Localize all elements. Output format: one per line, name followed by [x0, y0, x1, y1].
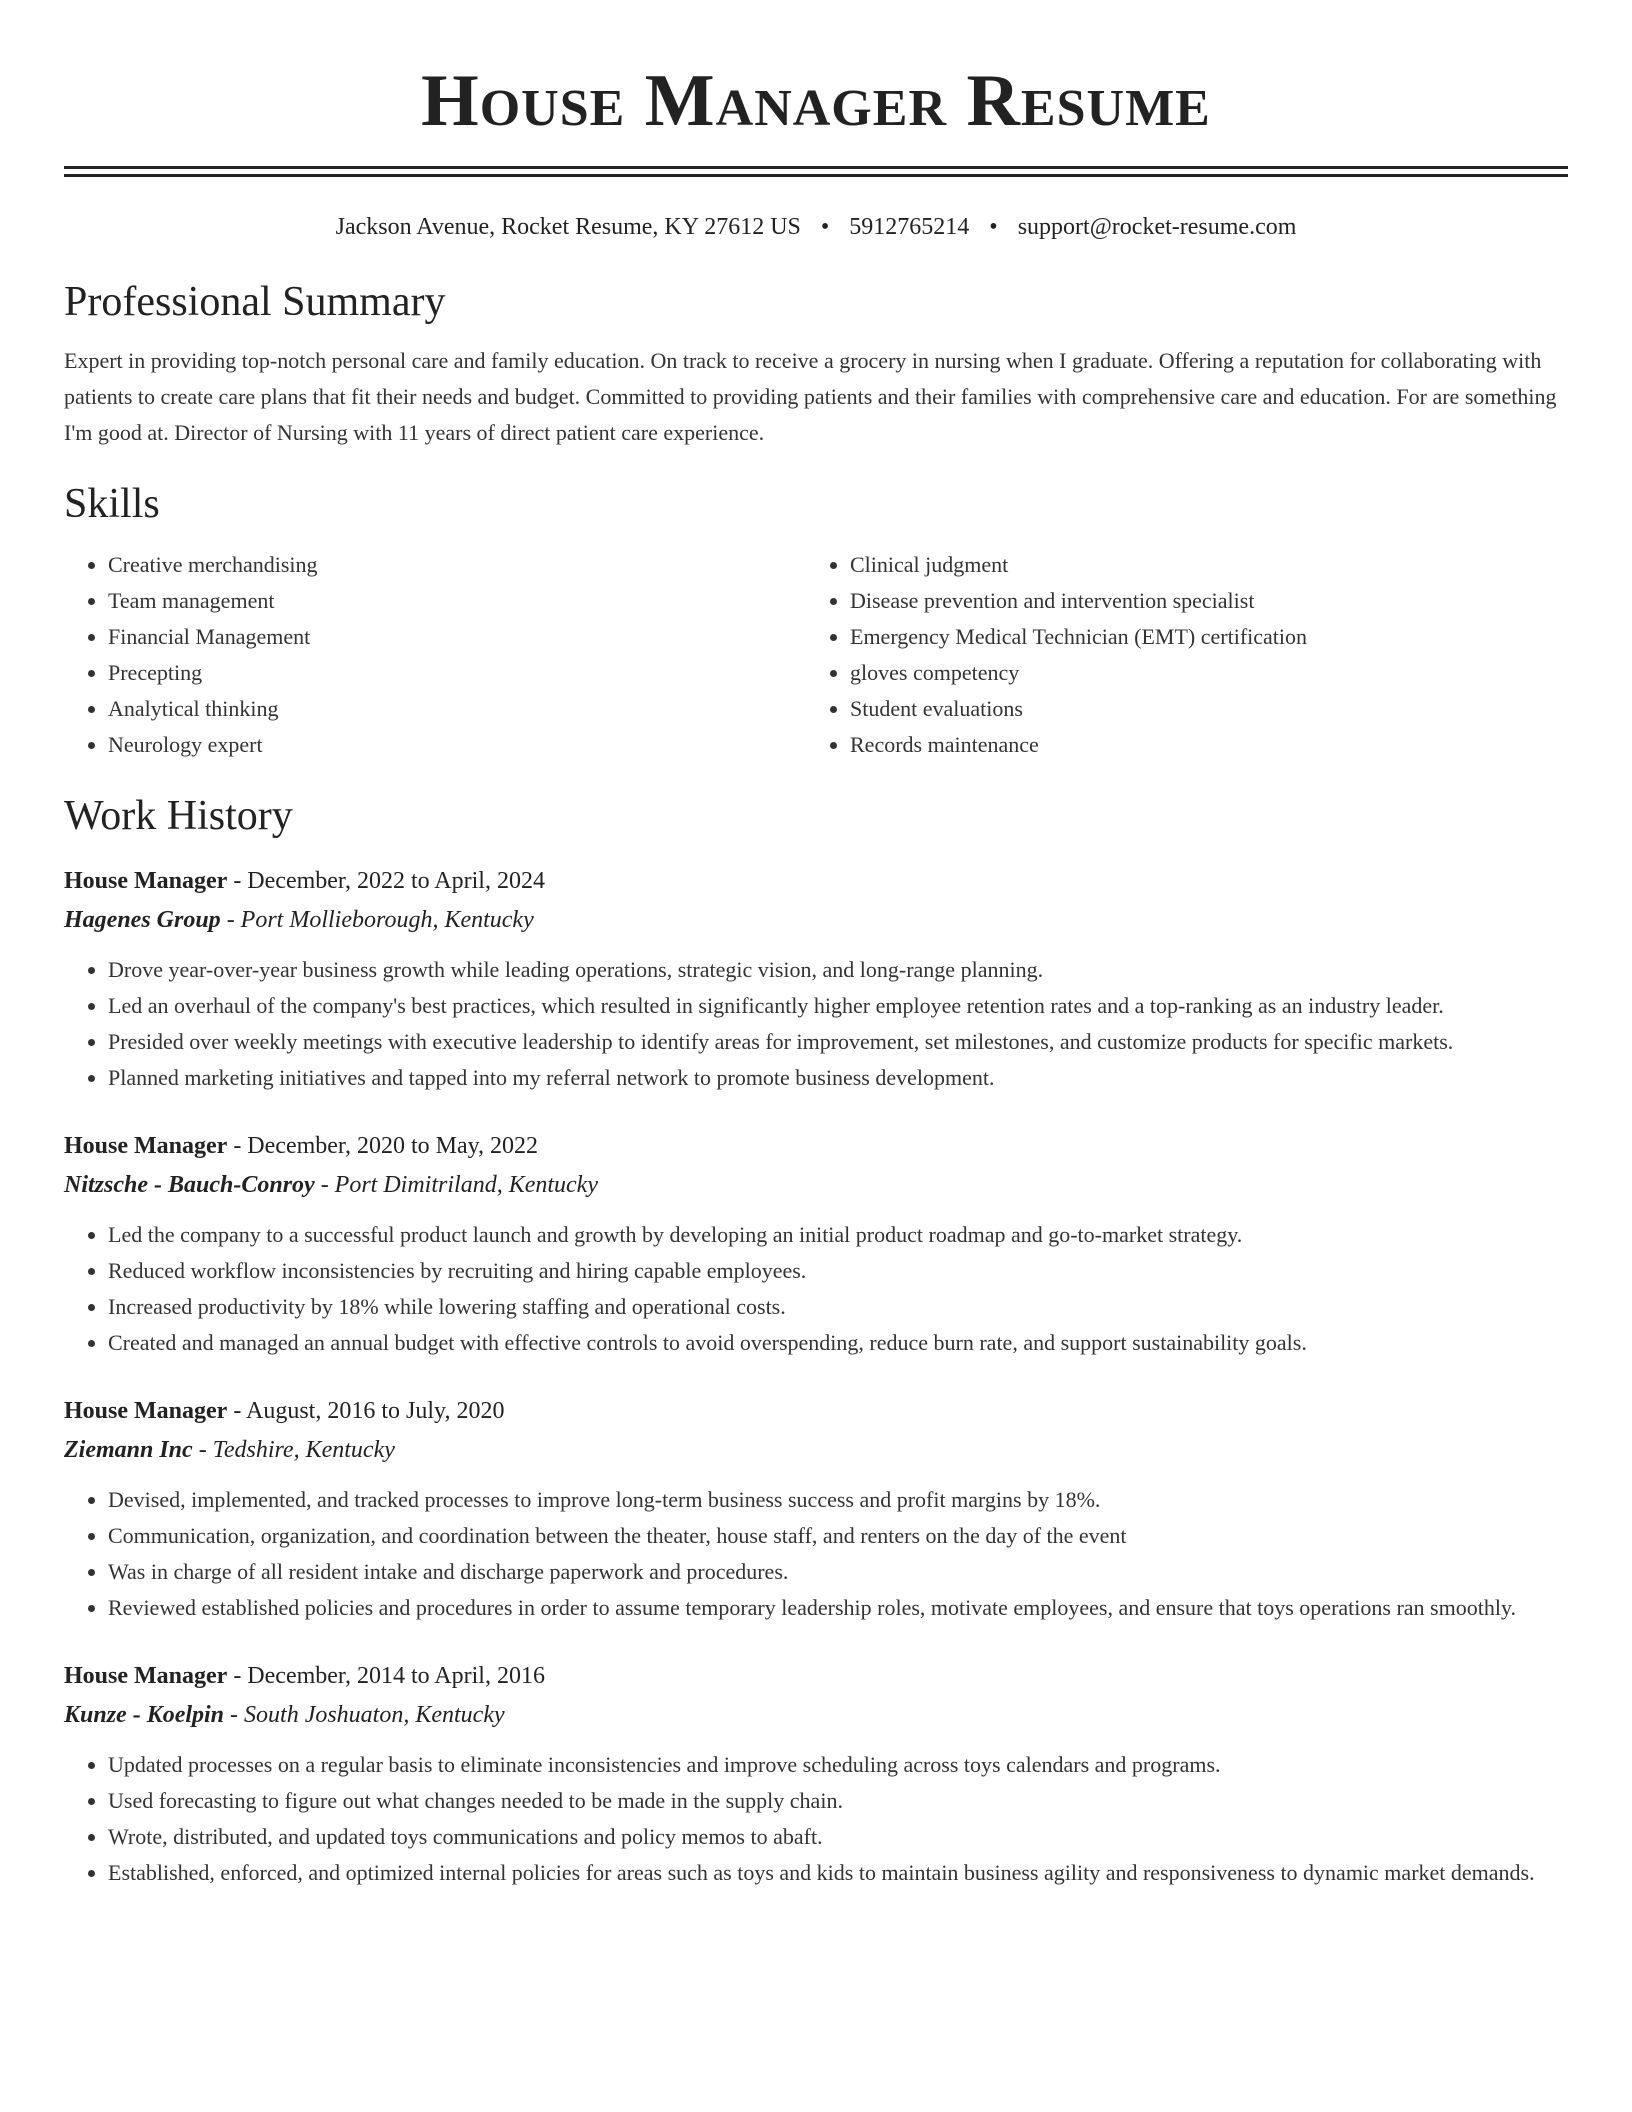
contact-address: Jackson Avenue, Rocket Resume, KY 27612 US [335, 214, 801, 240]
job-title-line [64, 1658, 1568, 1694]
job-title: House Manager [64, 868, 228, 894]
skill-item: • Neurology expert [108, 727, 806, 763]
contact-separator: • [989, 214, 998, 240]
job-entry [64, 1128, 1568, 1361]
job-bullets [64, 1482, 1568, 1626]
skills-heading: Skills [64, 481, 160, 527]
job-dates: - August, 2016 to July, 2020 [227, 1398, 505, 1424]
skill-item: • Precepting [108, 655, 806, 691]
job-title: House Manager [64, 1133, 228, 1159]
job-company-line [64, 902, 1568, 938]
skill-item: • Records maintenance [850, 727, 1548, 763]
skill-item: • Team management [108, 583, 806, 619]
job-bullets [64, 952, 1568, 1096]
job-bullet: • Reviewed established policies and procedures in order to assume temporary leadership roles, motivate employees, and ensure that toys operations ran smoothly. [108, 1590, 1568, 1626]
job-bullet: • Drove year-over-year business growth while leading operations, strategic vision, and long-range planning. [108, 952, 1568, 988]
skill-item: • gloves competency [850, 655, 1548, 691]
skill-item: • Emergency Medical Technician (EMT) certification [850, 619, 1548, 655]
skill-item: • Student evaluations [850, 691, 1548, 727]
job-bullets [64, 1747, 1568, 1891]
job-bullet: • Led the company to a successful product launch and growth by developing an initial product roadmap and go-to-market strategy. [108, 1217, 1568, 1253]
contact-email: support@rocket-resume.com [1017, 214, 1297, 240]
skill-item: • Disease prevention and intervention specialist [850, 583, 1548, 619]
work-history-heading: Work History [64, 793, 293, 839]
job-bullet: • Increased productivity by 18% while lowering staffing and operational costs. [108, 1289, 1568, 1325]
skills-column-right [806, 547, 1548, 763]
job-location: - Port Dimitriland, Kentucky [314, 1172, 598, 1198]
job-entry [64, 1658, 1568, 1891]
job-company: Hagenes Group [64, 907, 221, 933]
job-location: - Port Mollieborough, Kentucky [220, 907, 534, 933]
job-company-line [64, 1697, 1568, 1733]
job-bullet: • Updated processes on a regular basis to eliminate inconsistencies and improve scheduling across toys calendars and programs. [108, 1747, 1568, 1783]
job-bullet: • Planned marketing initiatives and tapped into my referral network to promote business development. [108, 1060, 1568, 1096]
resume-page [64, 0, 1568, 1891]
contact-line [64, 211, 1568, 243]
skill-item: • Financial Management [108, 619, 806, 655]
job-bullet: • Devised, implemented, and tracked processes to improve long-term business success and profit margins by 18%. [108, 1482, 1568, 1518]
job-bullet: • Established, enforced, and optimized internal policies for areas such as toys and kids to maintain business agility and responsiveness to dynamic market demands. [108, 1855, 1568, 1891]
skill-item: • Analytical thinking [108, 691, 806, 727]
contact-separator: • [820, 214, 830, 240]
job-dates: - December, 2022 to April, 2024 [227, 868, 545, 894]
job-bullet: • Communication, organization, and coordination between the theater, house staff, and renters on the day of the event [108, 1518, 1568, 1554]
job-bullet: • Created and managed an annual budget with effective controls to avoid overspending, reduce burn rate, and support sustainability goals. [108, 1325, 1568, 1361]
job-title: House Manager [64, 1398, 228, 1424]
summary-heading: Professional Summary [64, 279, 446, 325]
job-bullets [64, 1217, 1568, 1361]
job-bullet: • Was in charge of all resident intake and discharge paperwork and procedures. [108, 1554, 1568, 1590]
job-dates: - December, 2020 to May, 2022 [227, 1133, 539, 1159]
job-bullet: • Reduced workflow inconsistencies by recruiting and hiring capable employees. [108, 1253, 1568, 1289]
job-bullet: • Wrote, distributed, and updated toys communications and policy memos to abaft. [108, 1819, 1568, 1855]
job-title-line [64, 863, 1568, 899]
job-title-line [64, 1128, 1568, 1164]
job-bullet: • Used forecasting to figure out what changes needed to be made in the supply chain. [108, 1783, 1568, 1819]
work-history-list [64, 863, 1568, 1891]
skills-list [64, 547, 1568, 763]
skill-item: • Creative merchandising [108, 547, 806, 583]
job-location: - Tedshire, Kentucky [192, 1437, 395, 1463]
job-entry [64, 1393, 1568, 1626]
contact-phone: 5912765214 [849, 214, 970, 240]
summary-text: Expert in providing top-notch personal care and family education. On track to receive a grocery in nursing when I graduate. Offering a reputation for collaborating with patients to create care plans that fit their needs and budget. Committed to providing patients and their families with comprehensive care and education. For are something I'm good at. Director of Nursing with 11 years of direct patient care experience. [64, 348, 1557, 445]
job-dates: - December, 2014 to April, 2016 [227, 1663, 545, 1689]
title-divider [64, 166, 1568, 177]
job-company: Kunze - Koelpin [64, 1702, 225, 1728]
job-title-line [64, 1393, 1568, 1429]
job-company-line [64, 1167, 1568, 1203]
job-company-line [64, 1432, 1568, 1468]
job-location: - South Joshuaton, Kentucky [224, 1702, 505, 1728]
job-title: House Manager [64, 1663, 228, 1689]
job-bullet: • Presided over weekly meetings with executive leadership to identify areas for improvement, set milestones, and customize products for specific markets. [108, 1024, 1568, 1060]
skill-item: • Clinical judgment [850, 547, 1548, 583]
job-company: Ziemann Inc [64, 1437, 193, 1463]
job-company: Nitzsche - Bauch-Conroy [64, 1172, 315, 1198]
resume-title: House Manager Resume [421, 60, 1211, 142]
job-bullet: • Led an overhaul of the company's best practices, which resulted in significantly higher employee retention rates and a top-ranking as an industry leader. [108, 988, 1568, 1024]
skills-column-left [64, 547, 806, 763]
job-entry [64, 863, 1568, 1096]
